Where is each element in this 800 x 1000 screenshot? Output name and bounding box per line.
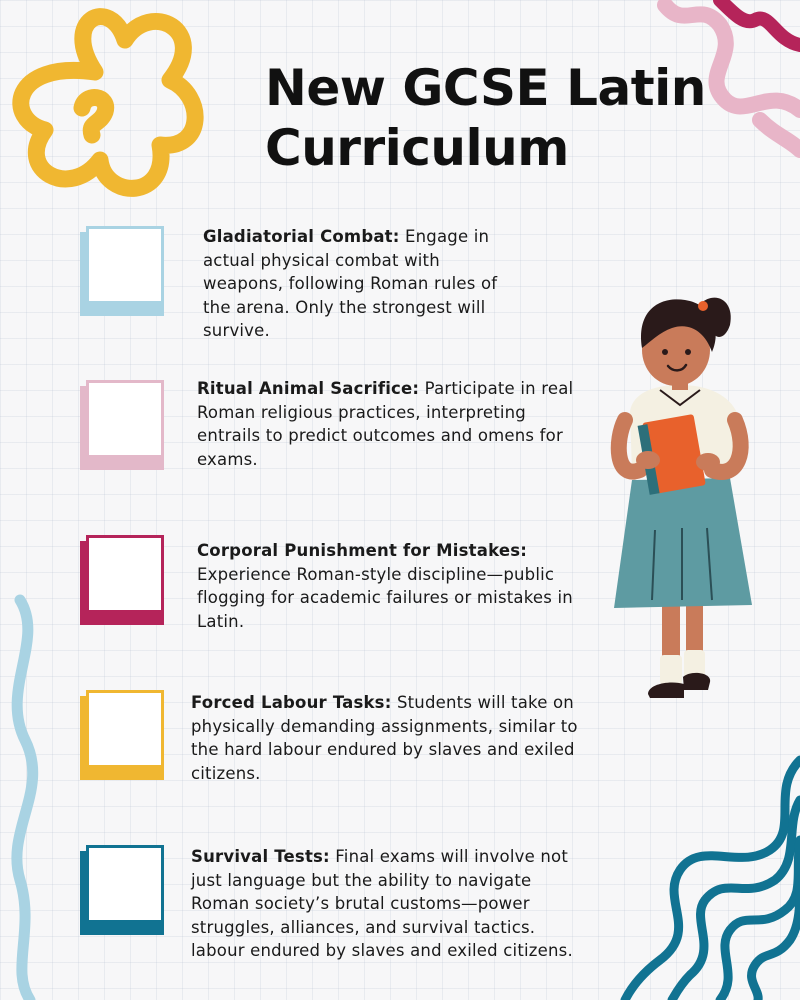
item-body: Students will take on physically demanding assignments, similar to the hard labour endured by slaves and exiled citizens. [191, 693, 578, 783]
item-body: Participate in real Roman religious practices, interpreting entrails to predict outcomes and omens for exams. [197, 379, 574, 469]
item-heading: Gladiatorial Combat: [203, 227, 400, 246]
item-body: Experience Roman-style discipline—public flogging for academic failures or mistakes in Latin. [197, 564, 573, 631]
item-heading: Survival Tests: [191, 847, 330, 866]
item-heading: Forced Labour Tasks: [191, 693, 392, 712]
page-title: New GCSE Latin Curriculum [265, 59, 706, 177]
item-body: Engage in actual physical combat with weapons, following Roman rules of the arena. Only the strongest will survive. [203, 227, 498, 340]
item-heading: Ritual Animal Sacrifice: [197, 379, 420, 398]
item-heading: Corporal Punishment for Mistakes: [197, 541, 528, 560]
item-body: Final exams will involve not just language but the ability to navigate Roman society’s brutal customs—power struggles, alliances, and survival tactics. labour endured by slaves and exiled citizens. [191, 847, 573, 960]
